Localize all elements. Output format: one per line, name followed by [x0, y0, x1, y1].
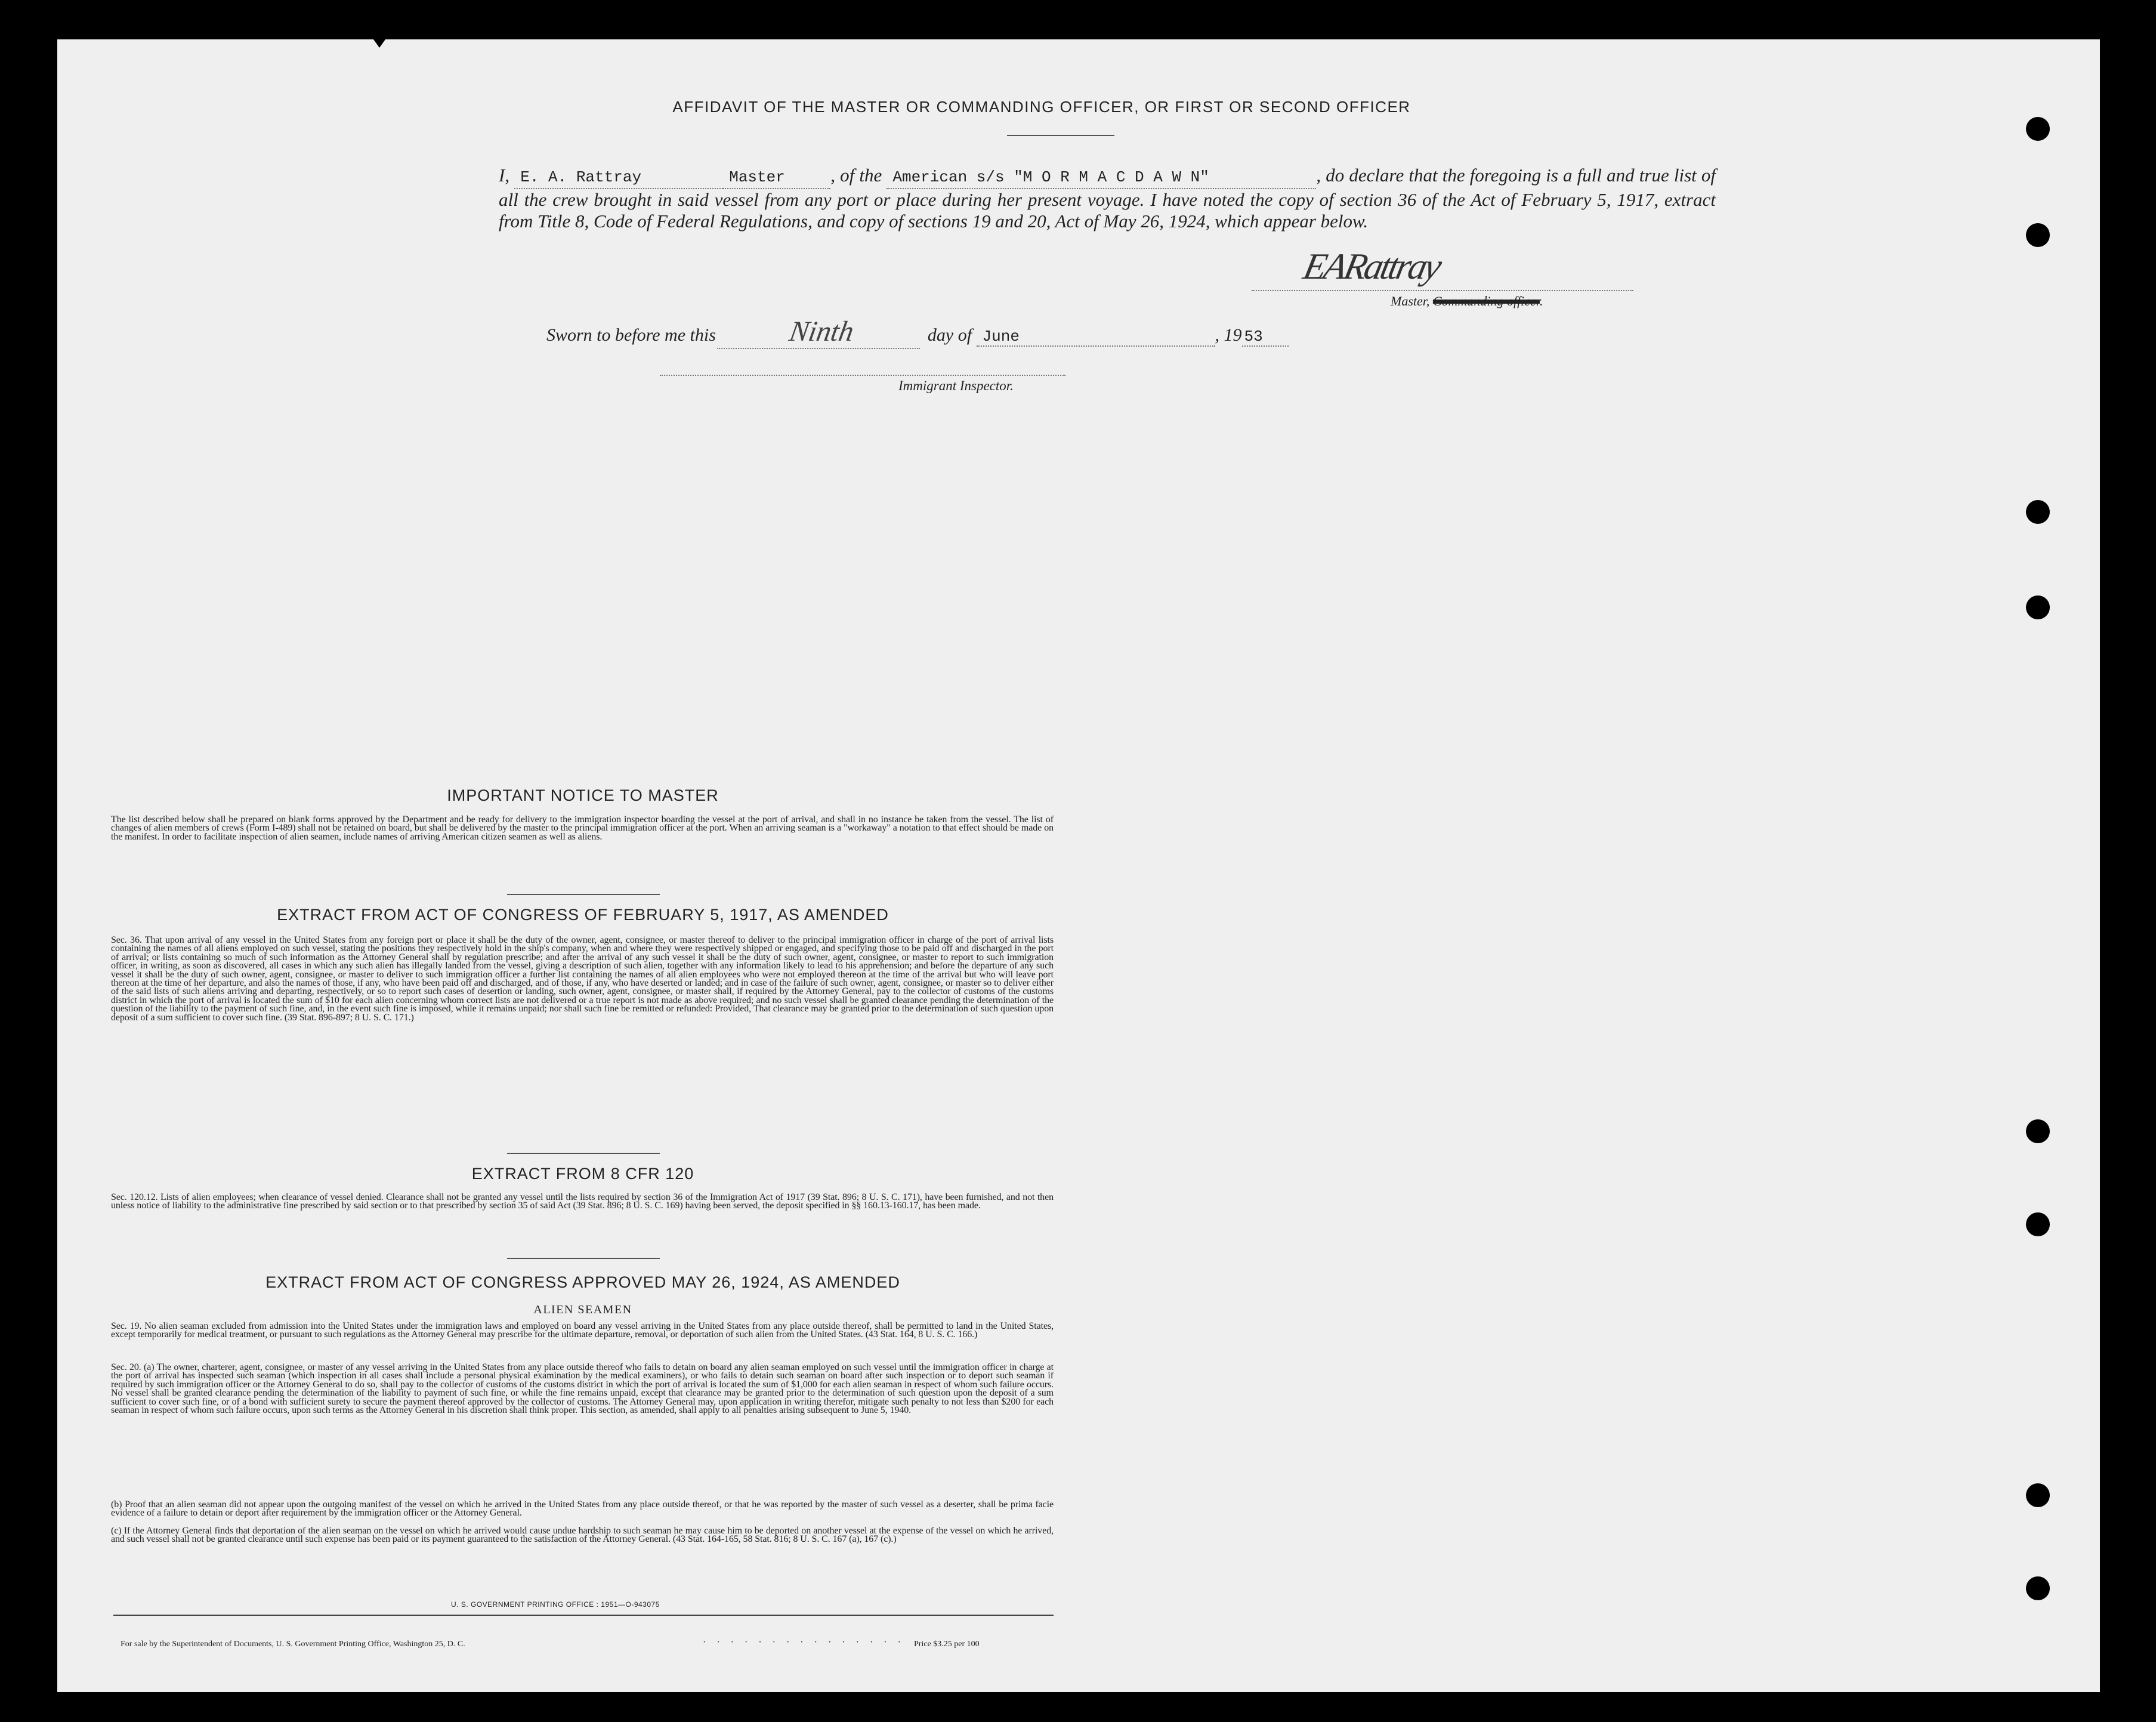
day-of-label: day of: [927, 325, 972, 345]
gpo-imprint: U. S. GOVERNMENT PRINTING OFFICE : 1951—O-943075: [451, 1600, 660, 1609]
punch-hole: [2026, 1212, 2050, 1236]
form-sheet: [57, 39, 2100, 1692]
punch-hole: [2026, 117, 2050, 141]
officer-rank-field: Master: [723, 166, 830, 189]
inspector-signature-line: [660, 375, 1065, 376]
punch-hole: [2026, 500, 2050, 524]
title-rule: [1007, 135, 1114, 136]
vessel-name-field: American s/s "M O R M A C D A W N": [887, 166, 1316, 189]
sec-20c-body: (c) If the Attorney General finds that deportation of the alien seaman on the vessel on which he arrived would cause undue hardship to such seaman he may cause him to be deported on another vessel at the expense of the vessel on which he arrived, and such vessel shall not be granted clearance until such expense has been paid or its payment guaranteed to the satisfaction of the Attorney General. (43 Stat. 164-165, 58 Stat. 816; 8 U. S. C. 167 (a), 167 (c).): [111, 1526, 1054, 1545]
affidavit-title: AFFIDAVIT OF THE MASTER OR COMMANDING OFFICER, OR FIRST OR SECOND OFFICER: [672, 98, 1411, 116]
extract-cfr-body: Sec. 120.12. Lists of alien employees; when clearance of vessel denied. Clearance shall not be granted any vessel until the lists required by section 36 of the Immigration Act of 1917 (39 Stat. 896; 8 U. S. C. 171), have been furnished, and not then unless notice of liability to the administrative fine prescribed by said section or to that prescribed by section 35 of said Act (39 Stat. 896; 8 U. S. C. 169) having been served, the deposit specified in §§ 160.13-160.17, has been made.: [111, 1192, 1054, 1211]
section-divider: [507, 894, 660, 895]
punch-hole: [2026, 1483, 2050, 1507]
notice-heading: IMPORTANT NOTICE TO MASTER: [447, 786, 719, 804]
sec-19-body: Sec. 19. No alien seaman excluded from admission into the United States under the immigration laws and employed on board any vessel arriving in the United States from any place outside thereof, shall be permitted to land in the United States, except temporarily for medical treatment, or pursuant to such regulations as the Attorney General may prescribe for the ultimate departure, removal, or deportation of such alien from the United States. (43 Stat. 164, 8 U. S. C. 166.): [111, 1321, 1054, 1340]
sec-20a-body: Sec. 20. (a) The owner, charterer, agent, consignee, or master of any vessel arriving in the United States from any place outside thereof who fails to detain on board any alien seaman employed on such vessel until the immigration officer in charge at the port of arrival has inspected such seaman (which inspection in all cases shall include a personal physical examination by the medical examiners), or who fails to detain such seaman on board after such inspection or to deport such seaman if required by such immigration officer or the Attorney General to do so, shall pay to the collector of customs of the customs district in which the port of arrival is located the sum of $1,000 for each alien seaman in respect of whom such failure occurs. No vessel shall be granted clearance pending the determination of the liability to payment of such fine, or while the fine remains unpaid, except that clearance may be granted prior to the determination of such question upon the deposit of a sum sufficient to cover such fine, or of a bond with sufficient surety to secure the payment thereof approved by the collector of customs. The Attorney General may, upon application in writing therefor, mitigate such penalty to not less than $200 for each seaman in respect of whom such failure occurs, upon such terms as the Attorney General in his discretion shall think proper. This section, as amended, shall apply to all penalties arising subsequent to June 5, 1940.: [111, 1362, 1054, 1416]
extract-1924-heading: EXTRACT FROM ACT OF CONGRESS APPROVED MAY 26, 1924, AS AMENDED: [265, 1273, 900, 1291]
alien-seamen-subheading: ALIEN SEAMEN: [533, 1303, 632, 1316]
footer-dot-leader: · · · · · · · · · · · · · · ·: [703, 1637, 905, 1647]
sig-caption-master: Master,: [1391, 294, 1430, 308]
sworn-year-field: 53: [1242, 328, 1289, 347]
footer-price: Price $3.25 per 100: [914, 1640, 980, 1649]
extract-cfr-heading: EXTRACT FROM 8 CFR 120: [471, 1165, 694, 1183]
punch-hole: [2026, 595, 2050, 619]
sig-caption-struck: Commanding officer: [1432, 294, 1540, 308]
sworn-line: [546, 315, 1289, 349]
declaration-body: that the foregoing is a full and true list of all the crew brought in said vessel from any port or place during her present voyage. I have noted the copy of section 36 of the Act of February 5, 1917, extract from Title 8, Code of Federal Regulations, and copy of sections 19 and 20, Act of May 26, 1924, which appear below.: [499, 165, 1716, 232]
notice-body: The list described below shall be prepared on blank forms approved by the Department and be ready for delivery to the immigration inspector boarding the vessel at the port of arrival, and shall in no instance be taken from the vessel. The list of changes of alien members of crews (Form I-489) shall not be retained on board, but shall be delivered by the master to the principal immigration officer at the port. When an arriving seaman is a "workaway" a notation to that effect should be made on the manifest. In order to facilitate inspection of alien seamen, include names of arriving American citizen seamen as well as aliens.: [111, 814, 1054, 842]
section-divider: [507, 1258, 660, 1259]
extract-1917-heading: EXTRACT FROM ACT OF CONGRESS OF FEBRUARY 5, 1917, AS AMENDED: [277, 906, 889, 924]
sworn-day-handwritten: Ninth: [717, 315, 926, 349]
punch-hole: [2026, 1576, 2050, 1600]
sheet-notch: [373, 39, 385, 48]
sworn-month-field: June: [977, 328, 1215, 347]
footer-sale-note: For sale by the Superintendent of Documents, U. S. Government Printing Office, Washington 25, D. C.: [121, 1640, 465, 1649]
master-signature: EARattray: [1299, 246, 1444, 287]
declaration-intro: I,: [499, 165, 510, 186]
sec-20b-body: (b) Proof that an alien seaman did not appear upon the outgoing manifest of the vessel on which he arrived in the United States from any place outside thereof, or that he was reported by the master of such vessel as a deserter, shall be prima facie evidence of a failure to detain or deport after requirement by the immigration officer or the Attorney General.: [111, 1499, 1054, 1519]
footer-rule: [113, 1615, 1054, 1616]
year-prefix: , 19: [1215, 325, 1242, 345]
do-declare-label: , do declare: [1316, 165, 1404, 186]
punch-hole: [2026, 223, 2050, 247]
declaration-text: [499, 165, 1716, 232]
officer-name-field: E. A. Rattray: [514, 166, 723, 189]
punch-hole: [2026, 1119, 2050, 1143]
section-divider: [507, 1153, 660, 1154]
signature-caption: Master, Commanding officer.: [1391, 294, 1543, 308]
of-the-label: , of the: [830, 165, 882, 186]
signature-line: [1252, 290, 1633, 291]
inspector-caption: Immigrant Inspector.: [898, 378, 1014, 393]
sworn-prefix: Sworn to before me this: [546, 325, 716, 345]
extract-1917-body: Sec. 36. That upon arrival of any vessel in the United States from any foreign port or place it shall be the duty of the owner, agent, consignee, or master thereof to deliver to the principal immigration officer in charge of the port of arrival lists containing the names of all aliens employed on such vessel, stating the positions they respectively hold in the ship's company, when and where they were respectively shipped or engaged, and specifying those to be paid off and discharged in the port of arrival; or lists containing so much of such information as the Attorney General shall by regulation prescribe; and after the arrival of any such vessel it shall be the duty of such owner, agent, consignee, or master to report to such immigration officer, in writing, as soon as discovered, all cases in which any such alien has illegally landed from the vessel, giving a description of such alien, together with any information likely to lead to his apprehension; and before the departure of any such vessel it shall be the duty of such owner, agent, consignee, or master to deliver to such immigration officer a further list containing the names of all alien employees who were not employed thereon at the time of the arrival but who will leave port thereon at the time of her departure, and also the names of those, if any, who have been paid off and discharged, and of those, if any, who have deserted or landed; and in case of the failure of such owner, agent, consignee, or master so to deliver either of the said lists of such aliens arriving and departing, respectively, or so to report such cases of desertion or landing, such owner, agent, consignee, or master shall, if required by the Attorney General, pay to the collector of customs of the customs district in which the port of arrival is located the sum of $10 for each alien concerning whom correct lists are not delivered or a true report is not made as above required; and no such vessel shall be granted clearance pending the determination of the question of the liability to the payment of such fine, and, in the event such fine is imposed, while it remains unpaid; nor shall such fine be remitted or refunded: Provided, That clearance may be granted prior to the determination of such question upon deposit of a sum sufficient to cover such fine. (39 Stat. 896-897; 8 U. S. C. 171.): [111, 935, 1054, 1023]
